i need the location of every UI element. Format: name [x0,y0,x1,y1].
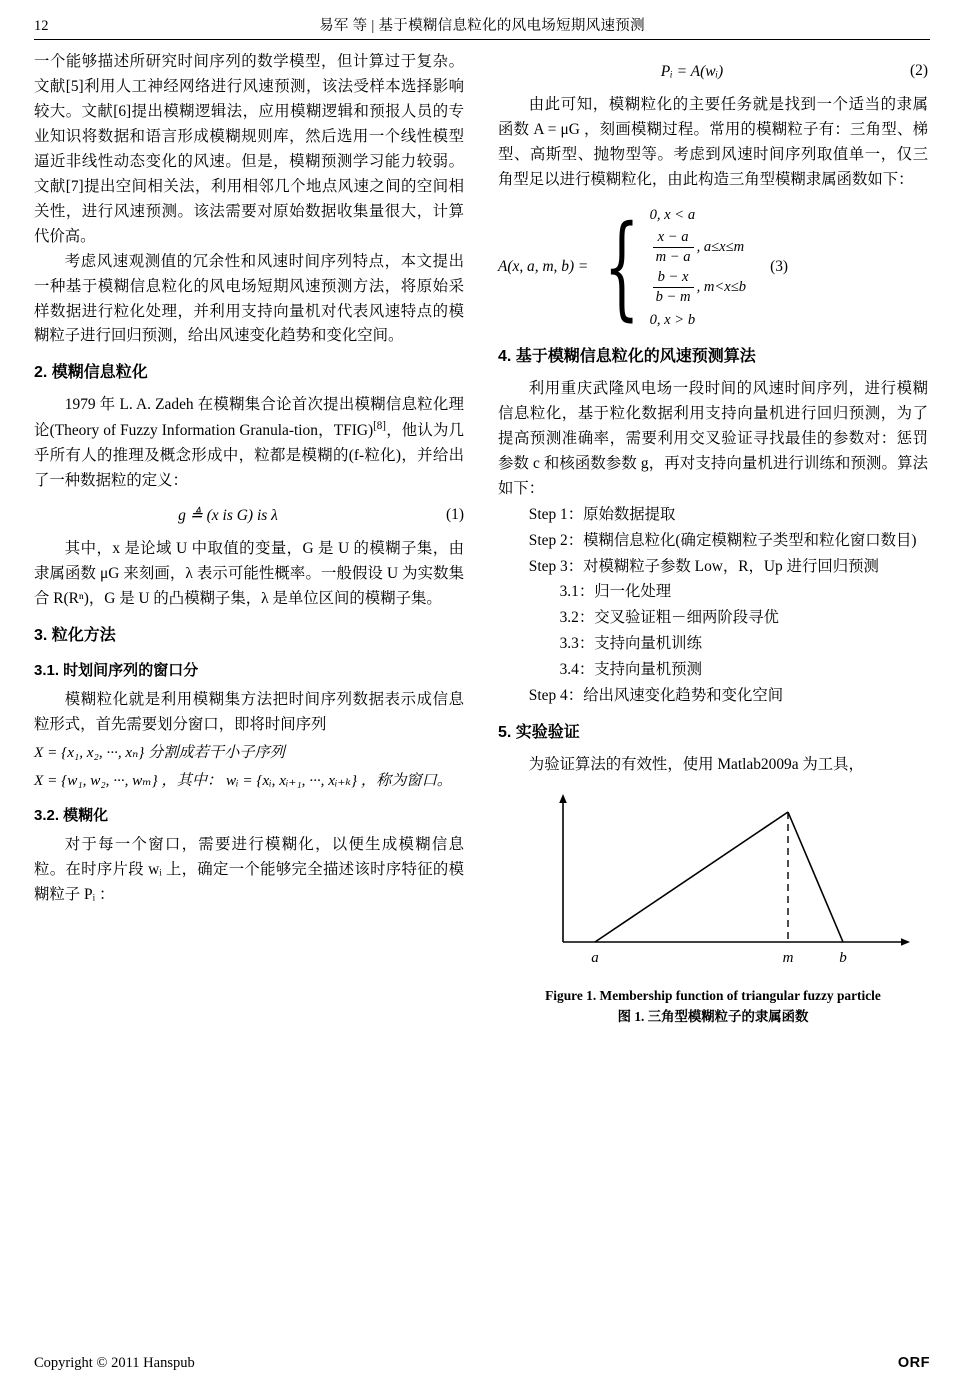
journal-code: ORF [897,1355,930,1371]
section-heading-2: 2. 模糊信息粒化 [34,364,148,382]
paragraph: 一个能够描述所研究时间序列的数学模型，但计算过于复杂。文献[5]利用人工神经网络进行风速预测，该法受样本选择影响较大。文献[6]提出模糊逻辑法，应用模糊逻辑和预报人员的专业知识将数据和语言形成模糊规则库，然后选用一个线性模型逼近非线性动态变化的风速。但是，模糊预测学习能力较弱。文献[7]提出空间相关法，利用相邻几个地点风速之间的空间相关性，进行风速预测。该法需要对原始数据收集量很大，计算代价高。 [34,53,464,245]
equation-2-number: (2) [910,62,928,80]
algorithm-substep: 3.1：归一化处理 [559,583,672,601]
axis-label-a: a [591,950,599,967]
header-rule [34,39,930,40]
algorithm-step-4-wrap [498,684,928,709]
running-head [34,14,930,36]
paragraph: 模糊粒化就是利用模糊集方法把时间序列数据表示成信息粒形式，首先需要划分窗口，即将时间序列 [34,691,464,734]
equation-3-lhs: A(x, a, m, b) = [498,258,589,276]
algorithm-substep: 3.2：交叉验证粗－细两阶段寻优 [559,609,779,627]
section-heading-4: 4. 基于模糊信息粒化的风速预测算法 [498,347,756,365]
section-heading-3: 3. 粒化方法 [34,627,116,645]
section-heading-5: 5. 实验验证 [498,724,580,742]
citation-ref: [8] [373,420,386,433]
equation-1-body: g ≜ (x is G) is λ [178,507,278,525]
copyright-text: Copyright © 2011 Hanspub [34,1355,195,1371]
algorithm-substep: 3.3：支持向量机训练 [559,635,702,653]
equation-1-number: (1) [446,506,464,524]
body-columns [34,50,930,1295]
paragraph-part-b: ，他认为几乎所有人的推理及概念形成中，粒都是模糊的(f-粒化)，并给出了一种数据粒的定义： [34,422,464,490]
equation-3-case-2: $\frac{x - a}{m - a}$ , a ≤ x ≤ m [650,228,746,268]
right-column [498,50,928,1295]
running-title: 易军 等 | 基于模糊信息粒化的风电场短期风速预测 [319,18,645,34]
page-footer [34,1355,930,1372]
paragraph: 考虑风速观测值的冗余性和风速时间序列特点，本文提出一种基于模糊信息粒化的风电场短期风速预测方法，将原始采样数据进行粒化处理，并利用支持向量机对代表风速特点的模糊粒子进行回归预测，给出风速变化趋势和变化空间。 [34,252,464,345]
equation-1 [34,503,464,528]
figure-1 [498,790,928,1027]
equation-2 [498,59,928,84]
axis-label-b: b [839,950,847,967]
equation-2-body: Pᵢ = A(wᵢ) [660,63,724,80]
equation-3-case-1: 0, x < a [649,206,696,223]
paragraph: 其中，x 是论域 U 中取值的变量，G 是 U 的模糊子集，由隶属函数 μG 来刻画，λ 表示可能性概率。一般假设 U 为实数集合 R(Rⁿ)，G 是 U 的凸模糊子集，λ 是单位区间的模糊子集。 [34,540,464,608]
paragraph: 由此可知，模糊粒化的主要任务就是找到一个适当的隶属函数 A = μG ，刻画模糊过程。常用的模糊粒子有：三角型、梯型、高斯型、抛物型等。考虑到风速时间序列取值单一，仅三角型足以进行模糊粒化，由此构造三角型模糊隶属函数如下： [498,96,928,188]
algorithm-substeps [498,580,928,683]
paragraph-part-a: 1979 年 L. A. Zadeh 在模糊集合论首次提出模糊信息粒化理论(Theory of Fuzzy Information Granula-tion，TFIG) [34,396,464,440]
equation-3-number: (3) [770,258,789,276]
equation-3-brace: { [604,202,640,333]
triangular-membership-chart [503,790,923,975]
equation-3-case-3: $\frac{b - x}{b - m}$ , m < x ≤ b [650,268,746,308]
algorithm-step: Step 4：给出风速变化趋势和变化空间 [528,687,784,705]
paragraph [34,393,464,494]
subsection-heading-3-2: 3.2. 模糊化 [34,806,109,824]
algorithm-substep: 3.4：支持向量机预测 [559,661,702,679]
figure-caption-cn: 图 1. 三角型模糊粒子的隶属函数 [617,1009,809,1025]
algorithm-step: Step 1：原始数据提取 [528,505,676,523]
algorithm-step: Step 3：对模糊粒子参数 Low，R，Up 进行回归预测 [528,557,879,575]
equation-3 [498,203,928,333]
paragraph: 为验证算法的有效性，使用 Matlab2009a 为工具， [528,756,864,774]
fraction-b-minus-x-over-b-minus-m: $\frac{b - x}{b - m}$ [653,268,694,308]
math-line-2: X = {w₁, w₂, ···, wₘ} ，其中： wᵢ = {xᵢ, xᵢ₊₁, ···, xᵢ₊ₖ} ，称为窗口。 [34,771,452,789]
figure-caption-en: Figure 1. Membership function of triangular fuzzy particle [545,988,881,1004]
left-column [34,50,464,1295]
fraction-x-minus-a-over-m-minus-a: $\frac{x - a}{m - a}$ [653,228,694,268]
paragraph: 利用重庆武隆风电场一段时间的风速时间序列，进行模糊信息粒化，基于粒化数据利用支持向量机进行回归预测，为了提高预测准确率，需要利用交叉验证寻找最佳的参数对：惩罚参数 c 和核函数参数 g，再对支持向量机进行训练和预测。算法如下： [498,379,928,497]
page-number: 12 [34,18,49,34]
equation-3-case-4: 0, x > b [649,311,696,328]
algorithm-step: Step 2：模糊信息粒化(确定模糊粒子类型和粒化窗口数目) [528,531,917,549]
math-line-1: X = {x₁, x₂, ···, xₙ} 分割成若干小子序列 [34,744,285,762]
equation-3-cases [650,203,746,333]
subsection-heading-3-1: 3.1. 时划间序列的窗口分 [34,662,199,680]
axis-label-m: m [782,950,794,967]
algorithm-steps [498,503,928,580]
paragraph: 对于每一个窗口，需要进行模糊化，以便生成模糊信息粒。在时序片段 wᵢ 上，确定一个能够完全描述该时序特征的模糊粒子 Pᵢ ： [34,835,464,903]
